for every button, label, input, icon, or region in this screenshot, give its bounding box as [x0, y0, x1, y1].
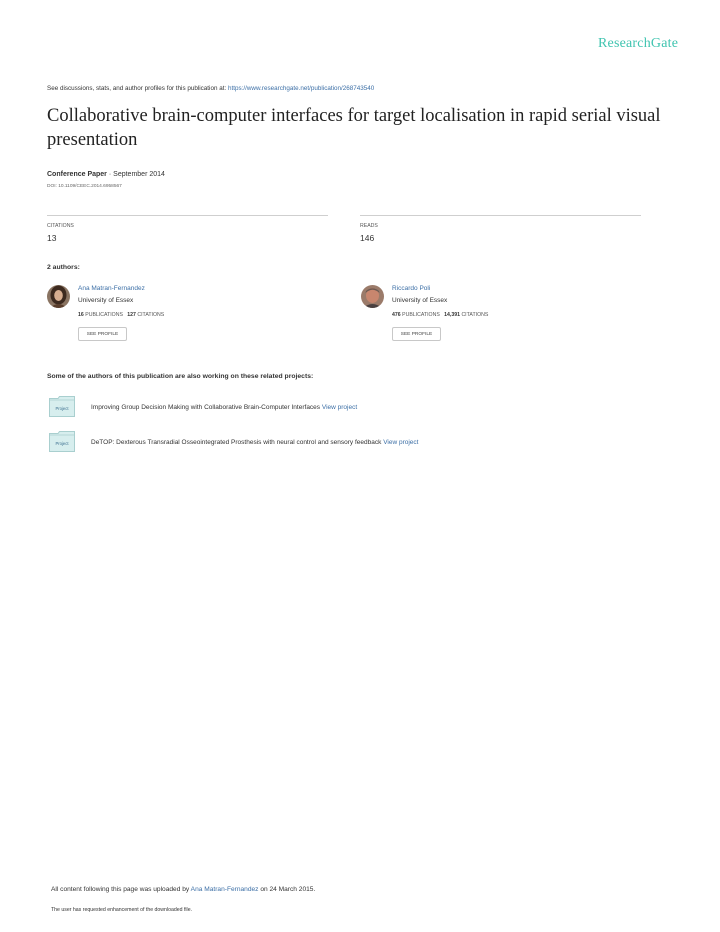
researchgate-logo[interactable]: ResearchGate: [598, 36, 679, 51]
reads-value: 146: [360, 233, 375, 243]
project-item: [91, 404, 357, 411]
uploader-link[interactable]: Ana Matran-Fernandez: [190, 886, 259, 893]
publication-doi: DOI: 10.1109/CEEC.2014.6958567: [47, 184, 122, 189]
meta-separator: ·: [106, 171, 114, 178]
view-project-link[interactable]: View project: [383, 439, 419, 446]
author-photo-icon: [47, 285, 70, 308]
publication-title: Collaborative brain-computer interfaces for target localisation in rapid serial visual presentation: [47, 106, 661, 150]
citations-value: 13: [47, 233, 57, 243]
publications-count: 476: [392, 312, 401, 318]
author-institution: University of Essex: [392, 297, 448, 304]
upload-note-suffix: on 24 March 2015.: [258, 886, 316, 893]
author-photo-icon: [361, 285, 384, 308]
citations-label: CITATIONS: [461, 312, 489, 318]
project-item: [91, 439, 418, 446]
publications-count: 16: [78, 312, 84, 318]
project-icon-label: Project: [55, 441, 69, 446]
reads-label: READS: [360, 223, 378, 229]
upload-note-prefix: All content following this page was uploaded by: [51, 886, 191, 893]
related-projects-heading: Some of the authors of this publication are also working on these related projects:: [47, 373, 314, 380]
project-title: DeTOP: Dexterous Transradial Osseointegrated Prosthesis with neural control and sensory feedback: [91, 439, 382, 446]
see-profile-button[interactable]: SEE PROFILE: [78, 327, 127, 341]
project-title: Improving Group Decision Making with Collaborative Brain-Computer Interfaces: [91, 404, 321, 411]
enhancement-note: The user has requested enhancement of the downloaded file.: [51, 907, 193, 913]
project-folder-icon: [49, 396, 75, 417]
author-institution: University of Essex: [78, 297, 134, 304]
view-project-link[interactable]: View project: [321, 404, 358, 411]
see-discussions-line: [47, 85, 374, 92]
see-profile-button[interactable]: SEE PROFILE: [392, 327, 441, 341]
publications-label: PUBLICATIONS: [402, 312, 440, 318]
publications-label: PUBLICATIONS: [85, 312, 123, 318]
project-icon-label: Project: [55, 406, 69, 411]
author-stats: [78, 312, 164, 318]
citations-divider: [47, 215, 328, 216]
reads-divider: [360, 215, 641, 216]
citations-label: CITATIONS: [47, 223, 74, 229]
publication-url-link[interactable]: https://www.researchgate.net/publication/268743540: [227, 85, 375, 92]
author-stats: [392, 312, 488, 318]
avatar[interactable]: [47, 285, 70, 308]
publication-date: September 2014: [113, 171, 165, 178]
avatar[interactable]: [361, 285, 384, 308]
authors-heading: 2 authors:: [47, 264, 80, 271]
upload-note: [51, 886, 315, 893]
publication-meta: [47, 171, 165, 178]
citations-count: 127: [127, 312, 136, 318]
author-name-link[interactable]: Riccardo Poli: [392, 285, 431, 292]
citations-count: 14,391: [444, 312, 460, 318]
author-name-link[interactable]: Ana Matran-Fernandez: [78, 285, 145, 292]
project-folder-icon: [49, 431, 75, 452]
see-discussions-text: See discussions, stats, and author profiles for this publication at:: [47, 85, 228, 92]
citations-label: CITATIONS: [137, 312, 165, 318]
publication-type: Conference Paper: [47, 171, 107, 178]
